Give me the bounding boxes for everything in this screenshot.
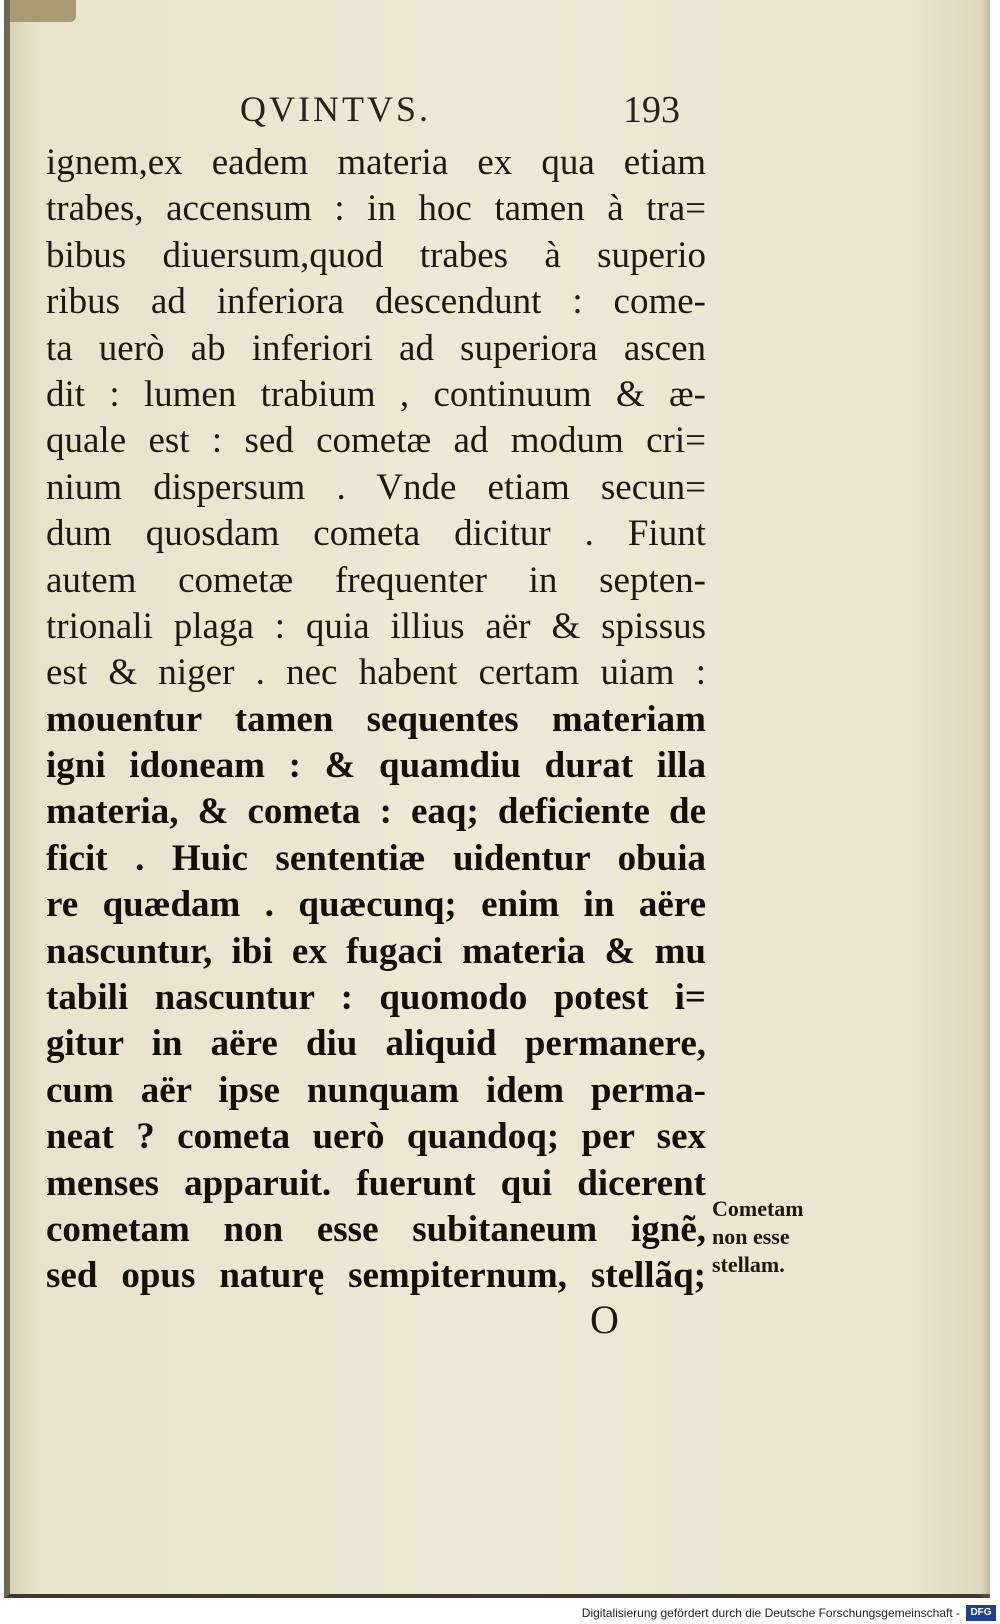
text-line: materia, & cometa : eaq; deficiente de — [46, 791, 706, 833]
text-line: re quædam . quæcunq; enim in aëre — [46, 884, 706, 926]
text-line: dum quosdam cometa dicitur . Fiunt — [46, 513, 706, 555]
text-line: sed opus naturę sempiternum, stellãq; — [46, 1255, 706, 1297]
page-edge-shadow — [980, 0, 990, 1598]
text-line: mouentur tamen sequentes materiam — [46, 698, 706, 740]
body-text — [46, 140, 706, 1300]
funding-credit: Digitalisierung gefördert durch die Deutsche Forschungsgemeinschaft - — [581, 1606, 960, 1620]
text-line: ficit . Huic sententiæ uidentur obuia — [46, 837, 706, 879]
catchword: O — [590, 1297, 619, 1342]
text-line: trabes, accensum : in hoc tamen à tra= — [46, 188, 706, 230]
marginal-note — [712, 1195, 842, 1279]
marginal-note-line: stellam. — [712, 1252, 785, 1277]
marginal-note-line: non esse — [712, 1224, 790, 1249]
text-line: quale est : sed cometæ ad modum cri= — [46, 420, 706, 462]
text-line: trionali plaga : quia illius aër & spissus — [46, 605, 706, 647]
text-line: est & niger . nec habent certam uiam : — [46, 652, 706, 694]
text-line: nium dispersum . Vnde etiam secun= — [46, 466, 706, 508]
text-line: gitur in aëre diu aliquid permanere, — [46, 1023, 706, 1065]
text-line: autem cometæ frequenter in septen- — [46, 559, 706, 601]
text-line: menses apparuit. fuerunt qui dicerent — [46, 1162, 706, 1204]
text-line: nascuntur, ibi ex fugaci materia & mu — [46, 930, 706, 972]
text-line: cum aër ipse nunquam idem perma- — [46, 1069, 706, 1111]
marginal-note-line: Cometam — [712, 1196, 804, 1221]
text-line: tabili nascuntur : quomodo potest i= — [46, 977, 706, 1019]
dfg-logo-icon: DFG — [966, 1605, 996, 1621]
text-line: ignem,ex eadem materia ex qua etiam — [46, 142, 706, 183]
digitization-footer — [0, 1598, 1000, 1624]
running-head: QVINTVS. — [240, 89, 431, 129]
page-tab-stain — [10, 0, 76, 22]
page-header — [40, 88, 680, 138]
text-line: ta uerò ab inferiori ad superiora ascen — [46, 327, 706, 369]
text-line: cometam non esse subitaneum ignẽ, — [46, 1208, 706, 1250]
text-line: ribus ad inferiora descendunt : come- — [46, 281, 706, 323]
text-line: neat ? cometa uerò quandoq; per sex — [46, 1116, 706, 1158]
text-line: dit : lumen trabium , continuum & æ- — [46, 373, 706, 415]
text-line: igni idoneam : & quamdiu durat illa — [46, 745, 706, 787]
page-number: 193 — [623, 89, 680, 131]
text-line: bibus diuersum,quod trabes à superio — [46, 234, 706, 276]
